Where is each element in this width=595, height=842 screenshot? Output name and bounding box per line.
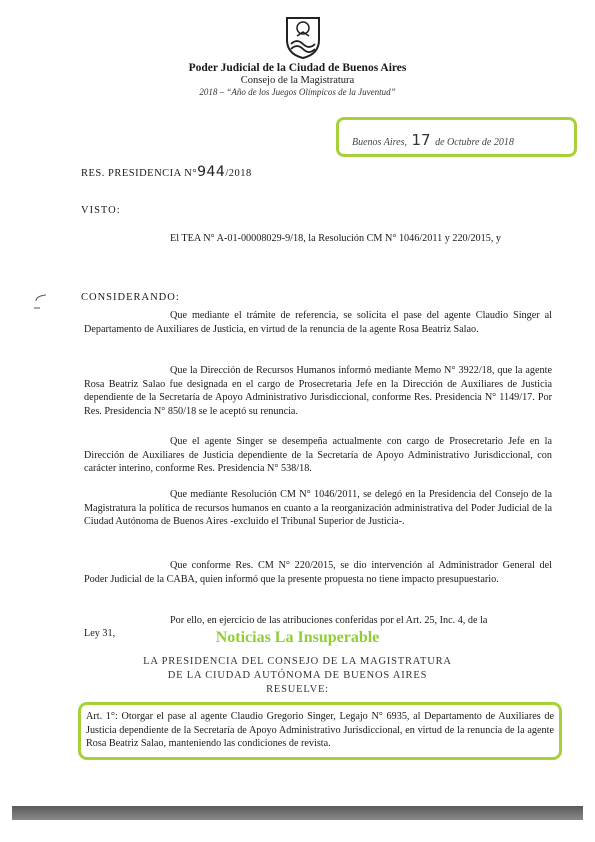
header-year-motto: 2018 – “Año de los Juegos Olímpicos de la Juventud” (199, 87, 396, 97)
resolution-number-handwritten: 944 (197, 164, 226, 180)
resolution-number-line (81, 164, 252, 180)
date-day-handwritten: 17 (411, 131, 431, 149)
considerando-paragraph: Que mediante Resolución CM N° 1046/2011, se delegó en la Presidencia del Consejo de la Magistratura la política de recursos humanos en cuanto a la reorganización administrativa del Poder Judicial de la Ciudad Autónoma de Buenos Aires -excluido el Tribunal Superior de Justicia-. (84, 489, 552, 527)
considerando-paragraph: Que mediante el trámite de referencia, se solicita el pase del agente Claudio Singer al Departamento de Auxiliares de Justicia, en virtud de la renuncia de la agente Rosa Beatriz Salao. (84, 310, 552, 335)
date-line (352, 131, 514, 149)
resuelve-heading-line3: RESUELVE: (266, 684, 329, 695)
coat-of-arms-icon (283, 14, 323, 60)
margin-mark (32, 292, 50, 312)
date-suffix: de Octubre de 2018 (435, 137, 514, 148)
resolution-prefix: RES. PRESIDENCIA N° (81, 168, 198, 179)
ley-reference: Ley 31, (84, 628, 116, 639)
watermark-text: Noticias La Insuperable (215, 629, 380, 646)
date-prefix: Buenos Aires, (352, 137, 407, 148)
footer-bar (12, 806, 583, 820)
header-institution: Poder Judicial de la Ciudad de Buenos Aires (188, 62, 407, 74)
resolution-year: /2018 (225, 168, 252, 179)
considerando-paragraph: Que conforme Res. CM N° 220/2015, se dio intervención al Administrador General del Poder Judicial de la CABA, quien informó que la presente propuesta no tiene impacto presupuestario. (84, 560, 552, 585)
header-council: Consejo de la Magistratura (240, 75, 355, 86)
resuelve-heading-line2: DE LA CIUDAD AUTÓNOMA DE BUENOS AIRES (167, 670, 428, 681)
resuelve-heading-line1: LA PRESIDENCIA DEL CONSEJO DE LA MAGISTRATURA (143, 656, 452, 667)
considerando-paragraph: Por ello, en ejercicio de las atribuciones conferidas por el Art. 25, Inc. 4, de la (170, 615, 488, 626)
considerando-paragraph: Que la Dirección de Recursos Humanos informó mediante Memo N° 3922/18, que la agente Rosa Beatriz Salao fue designada en el cargo de Prosecretaria Jefe en la Dirección de Auxiliares de Justicia dependiente de la Secretaría de Apoyo Administrativo Jurisdiccional, conforme Res. Presidencia N° 1149/17. Por Res. Presidencia N° 850/18 se le aceptó su renuncia. (84, 365, 552, 417)
considerando-heading: CONSIDERANDO: (81, 292, 180, 303)
considerando-paragraph: Que el agente Singer se desempeña actualmente con cargo de Prosecretario Jefe en la Dirección de Auxiliares de Justicia dependiente de la Secretaría de Apoyo Administrativo Jurisdiccional, con carácter interino, conforme Res. Presidencia N° 538/18. (84, 436, 552, 474)
visto-heading: VISTO: (81, 205, 121, 216)
visto-text: El TEA N° A-01-00008029-9/18, la Resolución CM N° 1046/2011 y 220/2015, y (170, 233, 502, 244)
article-1-text: Art. 1°: Otorgar el pase al agente Claudio Gregorio Singer, Legajo N° 6935, al Departamento de Auxiliares de Justicia dependiente de la Secretaría de Apoyo Administrativo Jurisdiccional, en virtud de la renuncia de la agente Rosa Beatriz Salao, manteniendo las condiciones de revista. (86, 711, 554, 749)
